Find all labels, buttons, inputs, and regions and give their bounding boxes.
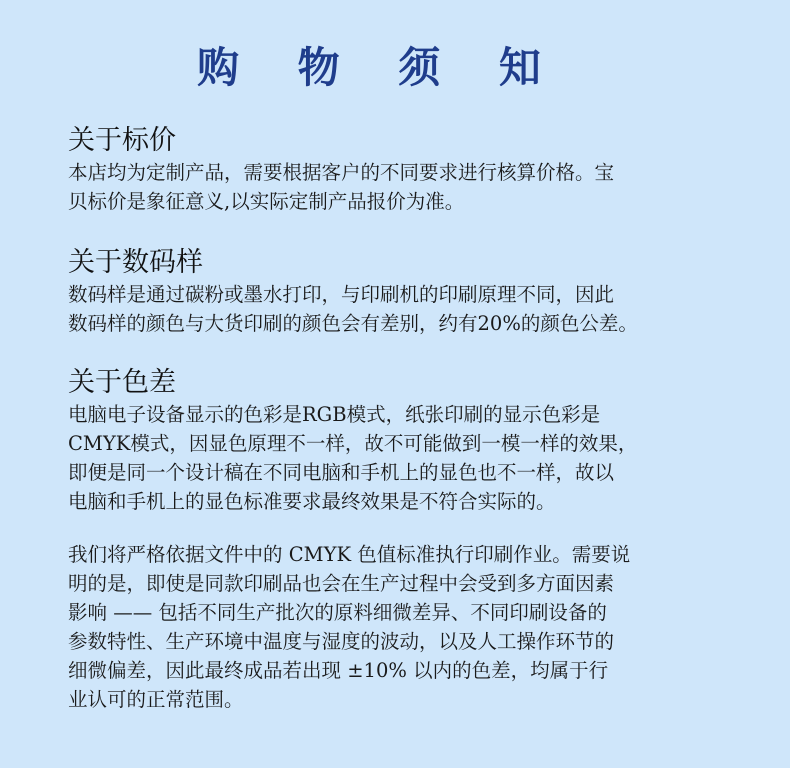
note-line: 影响 —— 包括不同生产批次的原料细微差异、不同印刷设备的: [68, 601, 607, 624]
section-body-digital-proof: [68, 280, 728, 338]
body-line: 数码样是通过碳粉或墨水打印，与印刷机的印刷原理不同，因此: [68, 283, 615, 306]
note-line: 我们将严格依据文件中的 CMYK 色值标准执行印刷作业。需要说: [68, 543, 631, 566]
body-line: 电脑电子设备显示的色彩是RGB模式，纸张印刷的显示色彩是: [68, 403, 601, 426]
note-line: 业认可的正常范围。: [68, 688, 244, 711]
section-heading-digital-proof: 关于数码样: [68, 247, 203, 278]
body-line: 本店均为定制产品，需要根据客户的不同要求进行核算价格。宝: [68, 161, 615, 184]
note-line: 细微偏差，因此最终成品若出现 ±10% 以内的色差，均属于行: [68, 659, 609, 682]
body-line: 电脑和手机上的显色标准要求最终效果是不符合实际的。: [68, 490, 556, 513]
section-heading-pricing: 关于标价: [68, 125, 176, 156]
section-heading-color-difference: 关于色差: [68, 367, 176, 398]
note-line: 明的是，即使是同款印刷品也会在生产过程中会受到多方面因素: [68, 572, 615, 595]
body-line: CMYK模式，因显色原理不一样，故不可能做到一模一样的效果，: [68, 432, 638, 455]
body-line: 数码样的颜色与大货印刷的颜色会有差别，约有20%的颜色公差。: [68, 312, 638, 335]
section-body-pricing: [68, 158, 728, 216]
section-body-color-difference: [68, 400, 728, 516]
body-line: 即便是同一个设计稿在不同电脑和手机上的显色也不一样，故以: [68, 461, 615, 484]
note-line: 参数特性、生产环境中温度与湿度的波动，以及人工操作环节的: [68, 630, 615, 653]
body-line: 贝标价是象征意义,以实际定制产品报价为准。: [68, 190, 465, 213]
page-title: 购 物 须 知: [197, 43, 563, 92]
color-tolerance-note: [68, 540, 728, 714]
